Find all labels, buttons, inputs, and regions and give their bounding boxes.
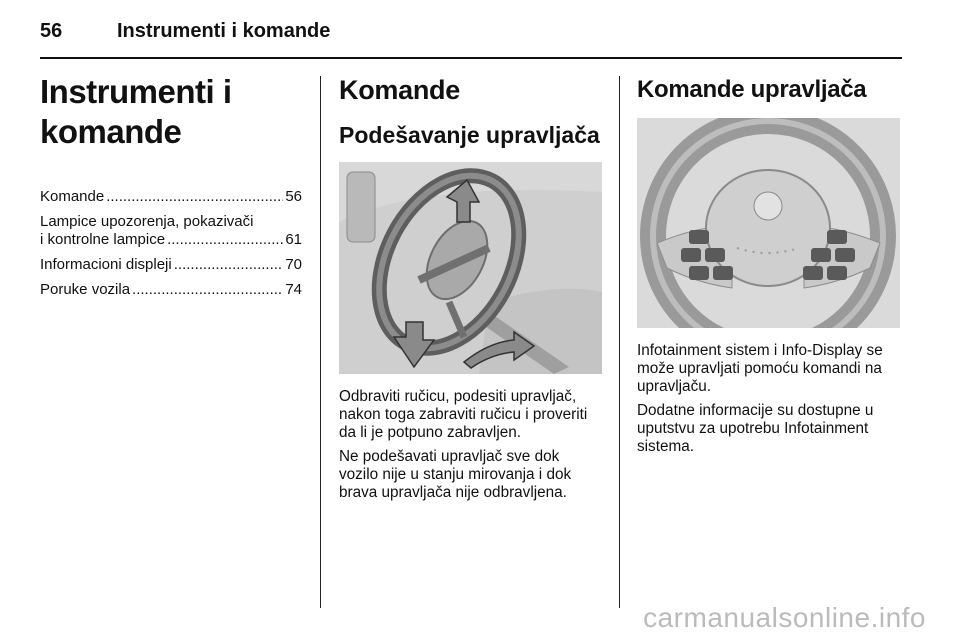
steering-wheel-adjustment-icon: [339, 162, 602, 374]
toc-entry-page: 70: [285, 256, 302, 273]
table-of-contents: [40, 188, 302, 299]
section-title-komande-upravljaca: Komande upravljača: [637, 76, 867, 103]
right-column: [637, 72, 900, 456]
adjustment-instruction-paragraph: Odbraviti ručicu, podesiti upravljač, nakon toga zabraviti ručicu i proveriti da li je potpuno zabravljen.: [339, 388, 588, 441]
toc-entry-label: Komande: [40, 188, 105, 205]
toc-entry-page: 61: [285, 231, 302, 248]
page-number: 56: [40, 20, 63, 42]
toc-leader-dots: [174, 256, 284, 274]
middle-column: [339, 72, 602, 502]
header-rule: [40, 57, 902, 59]
adjustment-warning-paragraph: Ne podešavati upravljač sve dok vozilo nije u stanju mirovanja i dok brava upravljača nije odbravljena.: [339, 448, 572, 501]
watermark: carmanualsonline.info: [643, 602, 926, 633]
toc-entry-page: 74: [285, 281, 302, 298]
toc-entry-lampice[interactable]: [40, 213, 302, 249]
left-column: [40, 72, 302, 306]
subsection-title-podesavanje: Podešavanje upravljača: [339, 122, 600, 148]
toc-entry-komande[interactable]: [40, 188, 302, 206]
toc-entry-label-line2: i kontrolne lampice: [40, 231, 166, 248]
controls-additional-info-paragraph: Dodatne informacije su dostupne u uputstvu za upotrebu Infotainment sistema.: [637, 402, 874, 455]
toc-leader-dots: [167, 231, 283, 249]
chapter-title: Instrumenti i komande: [40, 73, 232, 150]
steering-wheel-adjustment-illustration: [339, 162, 602, 374]
toc-entry-label: Poruke vozila: [40, 281, 131, 298]
page-header: [40, 14, 902, 48]
toc-entry-page: 56: [285, 188, 302, 205]
steering-wheel-controls-icon: [637, 118, 900, 328]
steering-wheel-controls-illustration: [637, 118, 900, 328]
toc-leader-dots: [132, 281, 283, 299]
section-title-komande: Komande: [339, 75, 460, 105]
toc-entry-informacioni-displeji[interactable]: [40, 256, 302, 274]
toc-entry-poruke-vozila[interactable]: [40, 281, 302, 299]
running-title: Instrumenti i komande: [117, 20, 331, 42]
column-divider-1: [320, 76, 321, 608]
controls-description-paragraph: Infotainment sistem i Info-Display se može upravljati pomoću komandi na upravljaču.: [637, 342, 883, 395]
column-divider-2: [619, 76, 620, 608]
toc-entry-label: Informacioni displeji: [40, 256, 172, 273]
toc-entry-label-line1: Lampice upozorenja, pokazivači: [40, 213, 254, 230]
toc-leader-dots: [106, 188, 283, 206]
